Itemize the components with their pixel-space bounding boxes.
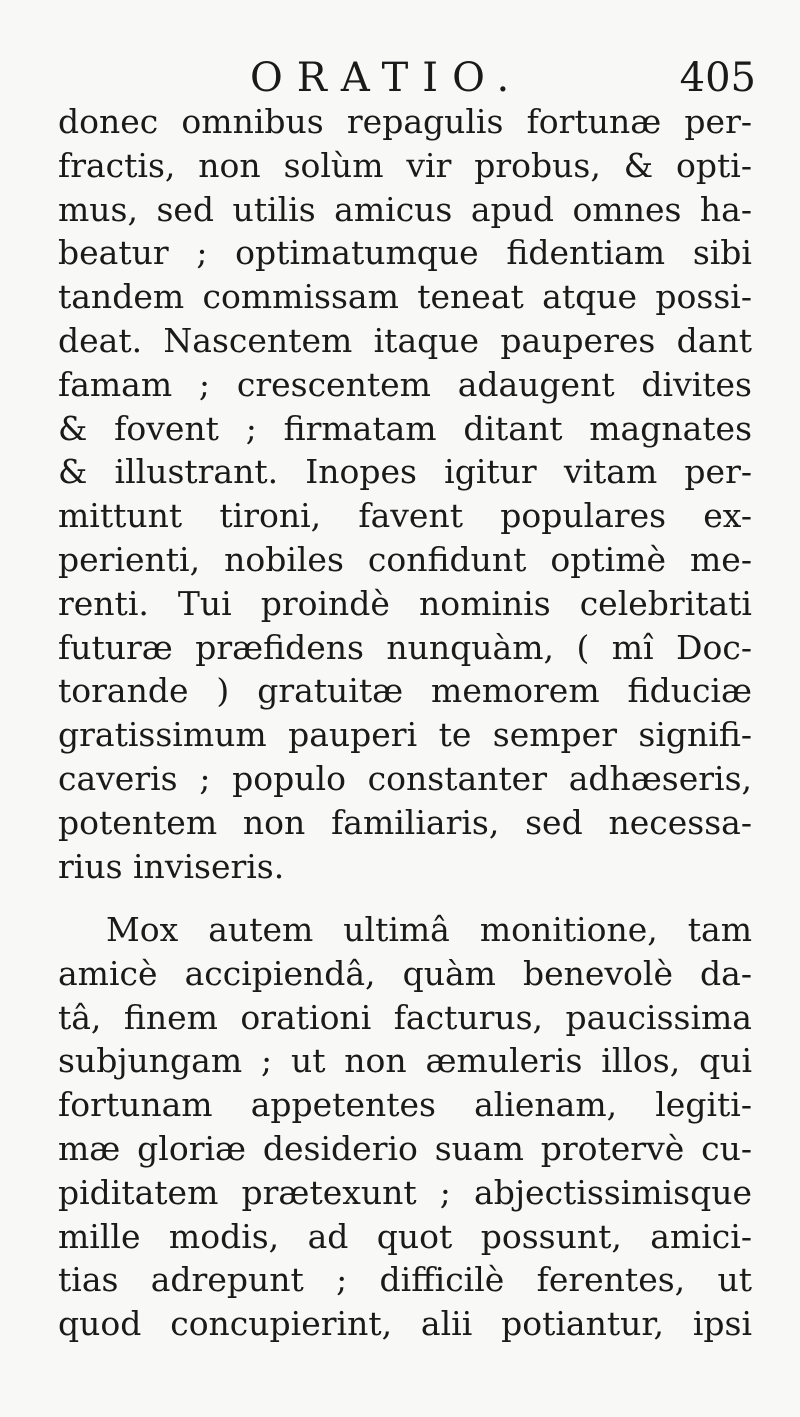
text-line: renti. Tui proindè nominis celebritati bbox=[58, 583, 752, 623]
text-line: piditatem prætexunt ; abjectissimisque bbox=[58, 1172, 752, 1212]
page-number: 405 bbox=[679, 55, 756, 101]
text-line: & fovent ; firmatam ditant magnates bbox=[58, 408, 752, 448]
text-line: tandem commissam teneat atque possi- bbox=[58, 277, 752, 317]
text-line: perienti, nobiles confidunt optimè me- bbox=[58, 539, 752, 579]
text-line: rius inviseris. bbox=[58, 846, 285, 886]
text-line: mus, sed utilis amicus apud omnes ha- bbox=[58, 189, 752, 229]
text-line: potentem non familiaris, sed necessa- bbox=[58, 802, 752, 842]
text-line: deat. Nascentem itaque pauperes dant bbox=[58, 320, 752, 360]
text-line: subjungam ; ut non æmuleris illos, qui bbox=[58, 1041, 752, 1081]
paragraph-2 bbox=[58, 908, 752, 1346]
text-line: fractis, non solùm vir probus, & opti- bbox=[58, 145, 752, 185]
text-line: & illustrant. Inopes igitur vitam per- bbox=[58, 452, 752, 492]
text-line: mæ gloriæ desiderio suam protervè cu- bbox=[58, 1128, 752, 1168]
running-head bbox=[250, 48, 756, 108]
text-line: fortunam appetentes alienam, legiti- bbox=[58, 1085, 752, 1125]
paragraph-1 bbox=[58, 100, 752, 888]
text-line: quod concupierint, alii potiantur, ipsi bbox=[58, 1304, 752, 1344]
text-line: futuræ præfidens nunquàm, ( mî Doc- bbox=[58, 627, 752, 667]
text-line: famam ; crescentem adaugent divites bbox=[58, 364, 752, 404]
text-line: tâ, finem orationi facturus, paucissima bbox=[58, 997, 752, 1037]
text-line: Mox autem ultimâ monitione, tam bbox=[106, 910, 752, 949]
text-line: donec omnibus repagulis fortunæ per- bbox=[58, 102, 752, 141]
text-line: tias adrepunt ; difficilè ferentes, ut bbox=[58, 1260, 752, 1300]
text-line: mittunt tironi, favent populares ex- bbox=[58, 496, 752, 536]
text-line: amicè accipiendâ, quàm benevolè da- bbox=[58, 953, 752, 993]
text-line: mille modis, ad quot possunt, amici- bbox=[58, 1216, 752, 1256]
running-title: ORATIO. bbox=[250, 55, 524, 101]
text-line: beatur ; optimatumque fidentiam sibi bbox=[58, 233, 752, 273]
text-line: caveris ; populo constanter adhæseris, bbox=[58, 758, 752, 798]
text-line: torande ) gratuitæ memorem fiduciæ bbox=[58, 671, 752, 711]
text-line: gratissimum pauperi te semper signifi- bbox=[58, 715, 752, 755]
